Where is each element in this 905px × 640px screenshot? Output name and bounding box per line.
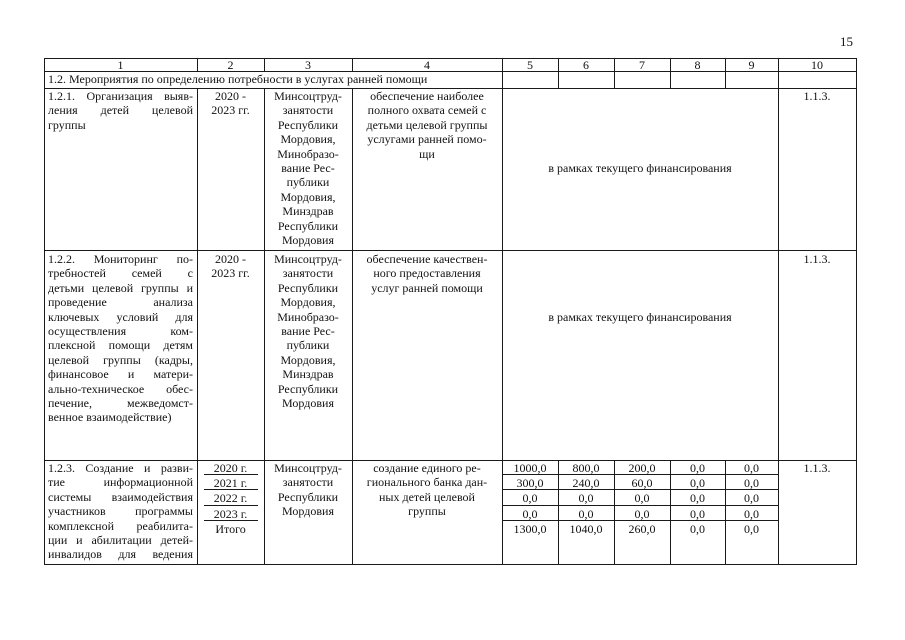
indicator-cell: 1.1.3. bbox=[803, 252, 831, 266]
year-label: 2022 г. bbox=[213, 491, 248, 505]
value-cell: 0,0 bbox=[690, 491, 705, 505]
column-header: 7 bbox=[639, 58, 645, 72]
column-header: 3 bbox=[305, 58, 311, 72]
activity-cell: 1.2.3. Создание и разви- тие информационной системы взаимодействия участников программы комплексной реабилита- ции и абилитации детей- инвалидов для ведения bbox=[48, 461, 193, 562]
indicator-cell: 1.1.3. bbox=[803, 89, 831, 103]
value-cell: 0,0 bbox=[690, 507, 705, 521]
column-header: 5 bbox=[527, 58, 533, 72]
column-header: 10 bbox=[811, 58, 823, 72]
total-value-cell: 0,0 bbox=[744, 522, 759, 536]
value-cell: 0,0 bbox=[522, 507, 538, 521]
total-label: Итого bbox=[215, 522, 246, 536]
value-cell: 0,0 bbox=[690, 461, 705, 475]
value-cell: 1000,0 bbox=[513, 461, 547, 475]
column-header: 4 bbox=[424, 58, 430, 72]
year-label: 2023 г. bbox=[213, 507, 248, 521]
value-cell: 0,0 bbox=[578, 491, 594, 505]
result-cell: обеспечение наиболее полного охвата семей с детьми целевой группы услугами ранней помо- щи bbox=[366, 89, 488, 161]
table-border bbox=[778, 58, 779, 565]
activity-cell: 1.2.2. Мониторинг по- требностей семей с детьми целевой группы и проведение анализа ключевых условий для осуществления ком- плексной помощи детям целевой группы (кадры, финансовое и матери- ально-техническое обес- печение, межведомст- венное взаимодействие) bbox=[48, 252, 193, 425]
year-label: 2021 г. bbox=[213, 476, 248, 490]
page-number: 15 bbox=[840, 34, 853, 49]
table-border bbox=[44, 250, 857, 251]
value-cell: 0,0 bbox=[744, 476, 759, 490]
table-border bbox=[856, 58, 857, 565]
year-underline bbox=[204, 505, 258, 506]
value-cell: 200,0 bbox=[628, 461, 656, 475]
executor-cell: Минсоцтруд- занятости Республики Мордовия bbox=[274, 461, 342, 519]
table-border bbox=[44, 58, 45, 565]
table-border bbox=[44, 564, 857, 565]
executor-cell: Минсоцтруд- занятости Республики Мордовия, Минобразо- вание Рес- публики Мордовия, Минздрав Республики Мордовия bbox=[274, 89, 342, 248]
total-value-cell: 260,0 bbox=[628, 522, 656, 536]
value-cell: 60,0 bbox=[631, 476, 653, 490]
value-cell: 300,0 bbox=[516, 476, 544, 490]
indicator-cell: 1.1.3. bbox=[803, 461, 831, 475]
column-header: 8 bbox=[694, 58, 701, 72]
section-title: 1.2. Мероприятия по определению потребности в услугах ранней помощи bbox=[48, 72, 428, 86]
value-cell: 240,0 bbox=[572, 476, 600, 490]
total-value-cell: 1040,0 bbox=[569, 522, 603, 536]
executor-cell: Минсоцтруд- занятости Республики Мордовия, Минобразо- вание Рес- публики Мордовия, Минздрав Республики Мордовия bbox=[274, 252, 342, 411]
financing-cell: в рамках текущего финансирования bbox=[548, 310, 732, 324]
activity-cell: 1.2.1. Организация выяв- ления детей целевой группы bbox=[48, 89, 193, 132]
result-cell: обеспечение качествен- ного предоставления услуг ранней помощи bbox=[366, 252, 488, 295]
result-cell: создание единого ре- гионального банка дан- ных детей целевой группы bbox=[366, 461, 488, 519]
column-header: 9 bbox=[748, 58, 755, 72]
value-cell: 0,0 bbox=[744, 491, 759, 505]
period-cell: 2020 - 2023 гг. bbox=[211, 252, 250, 281]
period-cell: 2020 - 2023 гг. bbox=[211, 89, 250, 118]
value-cell: 0,0 bbox=[690, 476, 705, 490]
column-header: 1 bbox=[117, 58, 124, 72]
value-cell: 0,0 bbox=[744, 461, 759, 475]
budget-table bbox=[44, 58, 857, 565]
total-value-cell: 0,0 bbox=[690, 522, 705, 536]
column-header: 6 bbox=[583, 58, 589, 72]
value-cell: 800,0 bbox=[572, 461, 600, 475]
total-value-cell: 1300,0 bbox=[513, 522, 547, 536]
year-label: 2020 г. bbox=[213, 461, 248, 475]
value-cell: 0,0 bbox=[522, 491, 538, 505]
value-cell: 0,0 bbox=[634, 491, 650, 505]
value-cell: 0,0 bbox=[578, 507, 594, 521]
value-cell: 0,0 bbox=[634, 507, 650, 521]
column-header: 2 bbox=[227, 58, 234, 72]
financing-cell: в рамках текущего финансирования bbox=[548, 161, 732, 175]
value-cell: 0,0 bbox=[744, 507, 759, 521]
value-underline bbox=[503, 505, 778, 506]
